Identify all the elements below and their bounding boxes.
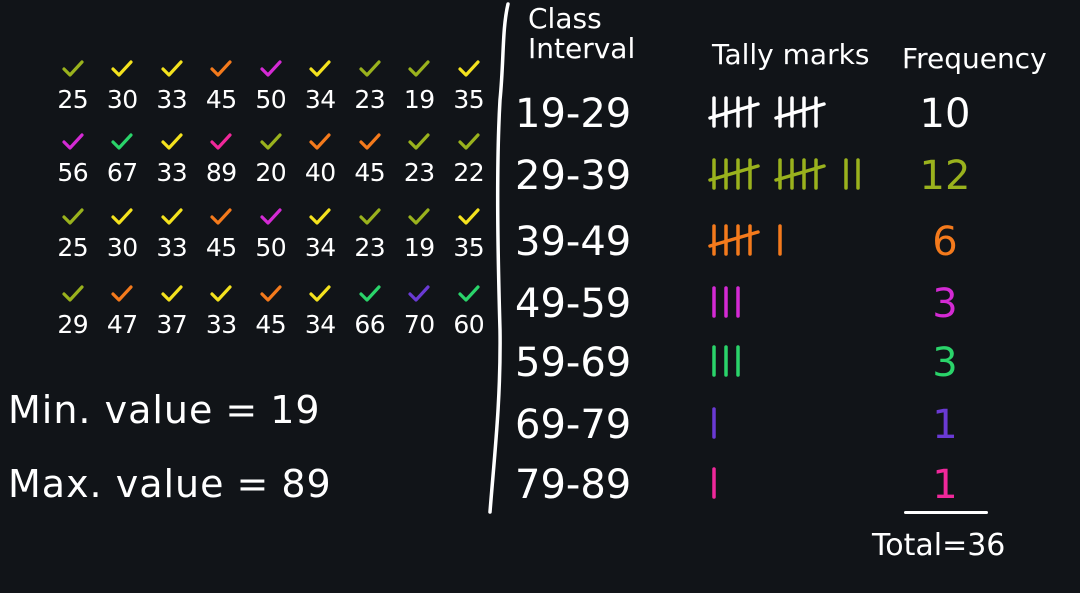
- min-value-label: Min. value: [8, 388, 214, 432]
- data-value: 50: [246, 82, 296, 118]
- data-value: 45: [197, 82, 247, 118]
- data-value: 35: [444, 82, 494, 118]
- table-row: [515, 146, 1055, 206]
- data-value: 45: [246, 307, 296, 343]
- checkmark-icon: [358, 206, 382, 226]
- checkmark-icon: [160, 283, 184, 303]
- class-interval: 29-39: [515, 153, 632, 199]
- data-value: 33: [147, 230, 197, 266]
- total-label: Total: [872, 528, 943, 563]
- total-value: 36: [967, 528, 1006, 563]
- data-value: 25: [48, 82, 98, 118]
- data-value: 23: [345, 230, 395, 266]
- table-row: [515, 333, 1055, 393]
- frequency-value: 1: [932, 402, 958, 448]
- data-value: 33: [197, 307, 247, 343]
- total-statement: [872, 528, 1005, 563]
- frequency-value: 3: [932, 340, 958, 386]
- frequency-value: 12: [919, 153, 971, 199]
- checkmark-icon: [259, 131, 283, 151]
- data-value: 70: [395, 307, 445, 343]
- max-value-statement: [8, 462, 332, 506]
- total-equals-sign: =: [942, 528, 968, 563]
- checkmark-icon: [61, 131, 85, 151]
- frequency-value: 6: [932, 219, 958, 265]
- data-value: 19: [395, 230, 445, 266]
- tally-icon: [710, 399, 732, 447]
- checkmark-icon: [308, 206, 332, 226]
- checkmark-icon: [457, 131, 481, 151]
- data-row-4: [48, 307, 494, 343]
- data-value: 56: [48, 155, 98, 191]
- checkmark-icon: [209, 131, 233, 151]
- data-value: 23: [395, 155, 445, 191]
- tally-icon: [710, 88, 876, 136]
- checkmark-icon: [110, 131, 134, 151]
- frequency-value: 10: [919, 91, 971, 137]
- tally-marks: [710, 459, 732, 507]
- checkmark-icon: [407, 131, 431, 151]
- header-tally-marks: Tally marks: [712, 38, 870, 71]
- checkmark-icon: [209, 58, 233, 78]
- class-interval: 49-59: [515, 281, 632, 327]
- data-value: 22: [444, 155, 494, 191]
- class-interval: 39-49: [515, 219, 632, 265]
- tally-icon: [710, 459, 732, 507]
- data-value: 60: [444, 307, 494, 343]
- checkmark-icon: [259, 283, 283, 303]
- data-value: 30: [98, 230, 148, 266]
- checkmark-icon: [358, 283, 382, 303]
- checkmark-icon: [61, 283, 85, 303]
- data-value: 34: [296, 230, 346, 266]
- checkmark-icon: [110, 283, 134, 303]
- checkmark-icon: [358, 131, 382, 151]
- data-value: 19: [395, 82, 445, 118]
- checkmark-icon: [61, 58, 85, 78]
- data-value: 45: [197, 230, 247, 266]
- checkmark-icon: [358, 58, 382, 78]
- checkmark-icon: [209, 206, 233, 226]
- data-value: 34: [296, 307, 346, 343]
- checkmark-icon: [407, 58, 431, 78]
- divider-line: [488, 0, 518, 520]
- tally-marks: [710, 337, 756, 385]
- min-equals-sign: =: [225, 388, 259, 432]
- max-equals-sign: =: [236, 462, 270, 506]
- checkmark-icon: [259, 58, 283, 78]
- data-value: 35: [444, 230, 494, 266]
- data-value: 34: [296, 82, 346, 118]
- data-value: 25: [48, 230, 98, 266]
- data-value: 40: [296, 155, 346, 191]
- tally-marks: [710, 216, 810, 264]
- tally-icon: [710, 337, 756, 385]
- tally-icon: [710, 278, 756, 326]
- data-value: 37: [147, 307, 197, 343]
- checkmark-icon: [457, 206, 481, 226]
- checkmark-icon: [457, 283, 481, 303]
- tally-marks: [710, 399, 732, 447]
- class-interval: 19-29: [515, 91, 632, 137]
- table-row: [515, 274, 1055, 334]
- class-interval: 59-69: [515, 340, 632, 386]
- total-underline: [904, 511, 988, 514]
- class-interval: 79-89: [515, 462, 632, 508]
- checkmark-icon: [407, 283, 431, 303]
- min-value-statement: [8, 388, 321, 432]
- checkmark-icon: [160, 58, 184, 78]
- table-row: [515, 455, 1055, 515]
- data-row-3: [48, 230, 494, 266]
- header-class-line2: Interval: [528, 32, 636, 65]
- checkmark-icon: [308, 131, 332, 151]
- checkmark-icon: [61, 206, 85, 226]
- checkmark-icon: [110, 58, 134, 78]
- checkmark-icon: [308, 58, 332, 78]
- max-value-number: 89: [281, 462, 332, 506]
- tally-icon: [710, 150, 900, 198]
- header-frequency: Frequency: [902, 42, 1047, 75]
- class-interval: 69-79: [515, 402, 632, 448]
- tally-marks: [710, 150, 900, 198]
- checkmark-icon: [407, 206, 431, 226]
- data-value: 33: [147, 155, 197, 191]
- data-value: 33: [147, 82, 197, 118]
- data-value: 23: [345, 82, 395, 118]
- data-value: 20: [246, 155, 296, 191]
- frequency-value: 3: [932, 281, 958, 327]
- table-row: [515, 395, 1055, 455]
- data-row-1: [48, 82, 494, 118]
- checkmark-icon: [160, 131, 184, 151]
- data-value: 47: [98, 307, 148, 343]
- checkmark-icon: [110, 206, 134, 226]
- max-value-label: Max. value: [8, 462, 225, 506]
- data-value: 89: [197, 155, 247, 191]
- data-value: 50: [246, 230, 296, 266]
- checkmark-icon: [259, 206, 283, 226]
- tally-icon: [710, 216, 810, 264]
- data-row-2: [48, 155, 494, 191]
- data-value: 66: [345, 307, 395, 343]
- checkmark-icon: [457, 58, 481, 78]
- checkmark-icon: [209, 283, 233, 303]
- tally-marks: [710, 278, 756, 326]
- checkmark-icon: [160, 206, 184, 226]
- min-value-number: 19: [270, 388, 321, 432]
- frequency-value: 1: [932, 462, 958, 508]
- checkmark-icon: [308, 283, 332, 303]
- table-row: [515, 84, 1055, 144]
- data-value: 45: [345, 155, 395, 191]
- data-value: 29: [48, 307, 98, 343]
- header-class-interval: [528, 4, 698, 64]
- table-row: [515, 212, 1055, 272]
- tally-marks: [710, 88, 876, 136]
- data-value: 67: [98, 155, 148, 191]
- header-class-line1: Class: [528, 2, 602, 35]
- data-value: 30: [98, 82, 148, 118]
